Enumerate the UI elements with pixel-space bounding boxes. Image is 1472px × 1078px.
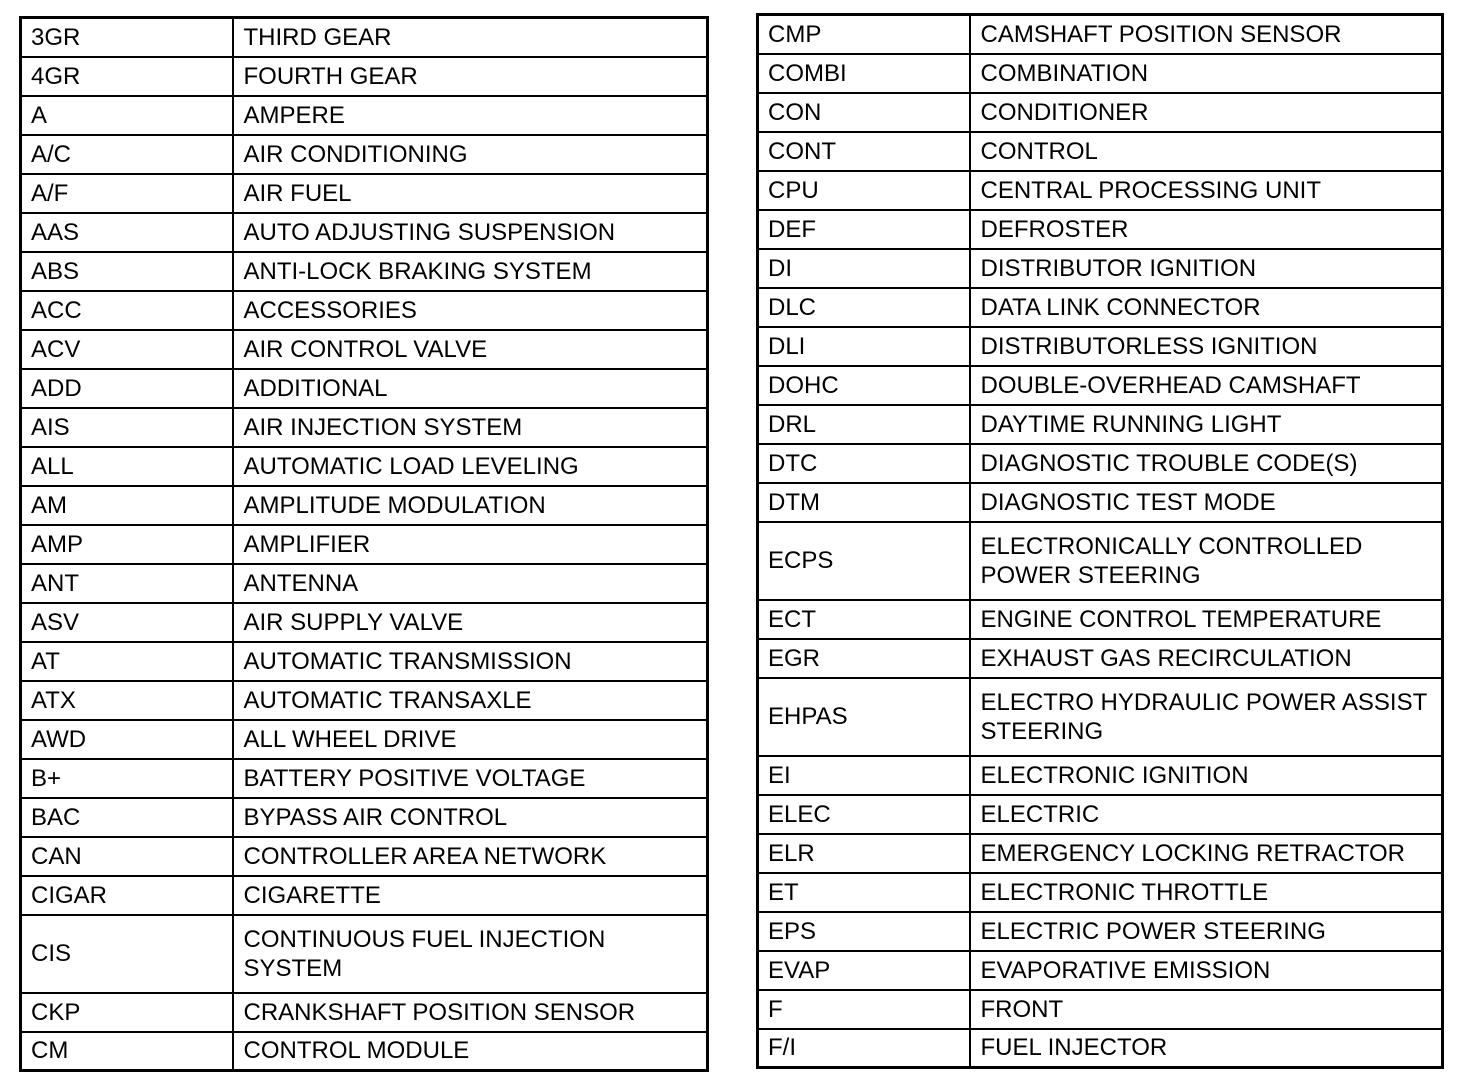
table-row <box>21 759 708 798</box>
abbreviation-cell: ELEC <box>758 795 970 834</box>
abbreviation-cell: CPU <box>758 171 970 210</box>
meaning-cell: ANTENNA <box>233 564 708 603</box>
meaning-cell: EVAPORATIVE EMISSION <box>970 951 1443 990</box>
meaning-cell: CENTRAL PROCESSING UNIT <box>970 171 1443 210</box>
meaning-cell: DAYTIME RUNNING LIGHT <box>970 405 1443 444</box>
table-row <box>21 1032 708 1071</box>
table-row <box>758 405 1443 444</box>
table-row <box>758 600 1443 639</box>
meaning-cell: AUTO ADJUSTING SUSPENSION <box>233 213 708 252</box>
meaning-cell: AIR CONTROL VALVE <box>233 330 708 369</box>
table-row <box>21 681 708 720</box>
abbreviation-cell: A/C <box>21 135 233 174</box>
meaning-cell: AUTOMATIC TRANSMISSION <box>233 642 708 681</box>
table-row <box>21 525 708 564</box>
abbreviation-cell: CIS <box>21 915 233 993</box>
meaning-cell: FOURTH GEAR <box>233 57 708 96</box>
abbreviation-cell: CIGAR <box>21 876 233 915</box>
abbreviation-cell: ADD <box>21 369 233 408</box>
abbreviation-cell: AM <box>21 486 233 525</box>
abbreviation-cell: ET <box>758 873 970 912</box>
table-row <box>758 951 1443 990</box>
table-row <box>758 990 1443 1029</box>
meaning-cell: DISTRIBUTOR IGNITION <box>970 249 1443 288</box>
abbreviation-cell: DLI <box>758 327 970 366</box>
table-row <box>21 57 708 96</box>
table-row <box>21 330 708 369</box>
abbreviation-cell: ASV <box>21 603 233 642</box>
table-row <box>758 366 1443 405</box>
abbreviation-cell: CAN <box>21 837 233 876</box>
abbreviation-cell: A <box>21 96 233 135</box>
meaning-cell: AUTOMATIC LOAD LEVELING <box>233 447 708 486</box>
table-row <box>758 210 1443 249</box>
meaning-cell: DISTRIBUTORLESS IGNITION <box>970 327 1443 366</box>
table-row <box>758 639 1443 678</box>
meaning-cell: ELECTRIC <box>970 795 1443 834</box>
abbreviation-cell: CMP <box>758 15 970 54</box>
meaning-cell: ACCESSORIES <box>233 291 708 330</box>
meaning-cell: CONDITIONER <box>970 93 1443 132</box>
abbreviation-cell: EHPAS <box>758 678 970 756</box>
abbreviation-cell: B+ <box>21 759 233 798</box>
table-row <box>21 252 708 291</box>
table-row <box>758 171 1443 210</box>
meaning-cell: CONTROL MODULE <box>233 1032 708 1071</box>
abbreviation-cell: ECT <box>758 600 970 639</box>
meaning-cell: ELECTRO HYDRAULIC POWER ASSIST STEERING <box>970 678 1443 756</box>
table-row <box>758 444 1443 483</box>
meaning-cell: FRONT <box>970 990 1443 1029</box>
table-row <box>758 834 1443 873</box>
meaning-cell: AMPERE <box>233 96 708 135</box>
abbreviation-cell: 4GR <box>21 57 233 96</box>
abbreviation-cell: ACV <box>21 330 233 369</box>
meaning-cell: EMERGENCY LOCKING RETRACTOR <box>970 834 1443 873</box>
abbreviation-cell: F/I <box>758 1029 970 1068</box>
meaning-cell: CRANKSHAFT POSITION SENSOR <box>233 993 708 1032</box>
meaning-cell: ALL WHEEL DRIVE <box>233 720 708 759</box>
abbreviation-cell: DTC <box>758 444 970 483</box>
abbreviation-cell: ANT <box>21 564 233 603</box>
abbreviation-cell: AIS <box>21 408 233 447</box>
abbreviation-cell: 3GR <box>21 18 233 57</box>
table-row <box>21 993 708 1032</box>
table-row <box>758 132 1443 171</box>
meaning-cell: ELECTRONICALLY CONTROLLED POWER STEERING <box>970 522 1443 600</box>
meaning-cell: BATTERY POSITIVE VOLTAGE <box>233 759 708 798</box>
table-row <box>21 837 708 876</box>
abbreviation-cell: AWD <box>21 720 233 759</box>
table-row <box>758 678 1443 756</box>
table-row <box>21 486 708 525</box>
meaning-cell: EXHAUST GAS RECIRCULATION <box>970 639 1443 678</box>
abbreviation-cell: A/F <box>21 174 233 213</box>
table-row <box>21 408 708 447</box>
meaning-cell: ELECTRIC POWER STEERING <box>970 912 1443 951</box>
table-row <box>21 447 708 486</box>
abbreviation-cell: DTM <box>758 483 970 522</box>
abbreviation-cell: CON <box>758 93 970 132</box>
meaning-cell: AIR FUEL <box>233 174 708 213</box>
meaning-cell: DOUBLE-OVERHEAD CAMSHAFT <box>970 366 1443 405</box>
table-row <box>21 642 708 681</box>
abbreviation-cell: EPS <box>758 912 970 951</box>
meaning-cell: AIR SUPPLY VALVE <box>233 603 708 642</box>
meaning-cell: CONTROL <box>970 132 1443 171</box>
table-row <box>21 213 708 252</box>
table-row <box>758 288 1443 327</box>
abbreviation-cell: DEF <box>758 210 970 249</box>
table-row <box>21 96 708 135</box>
meaning-cell: AMPLIFIER <box>233 525 708 564</box>
table-row <box>21 720 708 759</box>
meaning-cell: ELECTRONIC THROTTLE <box>970 873 1443 912</box>
table-row <box>758 756 1443 795</box>
table-row <box>758 327 1443 366</box>
table-row <box>758 873 1443 912</box>
abbreviation-cell: DRL <box>758 405 970 444</box>
table-row <box>21 18 708 57</box>
meaning-cell: CONTROLLER AREA NETWORK <box>233 837 708 876</box>
abbreviation-cell: EVAP <box>758 951 970 990</box>
abbreviation-cell: CM <box>21 1032 233 1071</box>
table-row <box>758 15 1443 54</box>
meaning-cell: CONTINUOUS FUEL INJECTION SYSTEM <box>233 915 708 993</box>
table-row <box>758 795 1443 834</box>
abbreviation-cell: AT <box>21 642 233 681</box>
abbreviation-cell: CKP <box>21 993 233 1032</box>
abbreviation-cell: F <box>758 990 970 1029</box>
meaning-cell: ENGINE CONTROL TEMPERATURE <box>970 600 1443 639</box>
abbreviation-cell: EGR <box>758 639 970 678</box>
meaning-cell: ANTI-LOCK BRAKING SYSTEM <box>233 252 708 291</box>
meaning-cell: AIR CONDITIONING <box>233 135 708 174</box>
abbreviation-cell: BAC <box>21 798 233 837</box>
meaning-cell: DATA LINK CONNECTOR <box>970 288 1443 327</box>
table-row <box>758 912 1443 951</box>
meaning-cell: CIGARETTE <box>233 876 708 915</box>
meaning-cell: FUEL INJECTOR <box>970 1029 1443 1068</box>
table-row <box>758 249 1443 288</box>
abbreviation-cell: CONT <box>758 132 970 171</box>
table-row <box>21 174 708 213</box>
abbreviation-cell: EI <box>758 756 970 795</box>
meaning-cell: BYPASS AIR CONTROL <box>233 798 708 837</box>
table-row <box>21 915 708 993</box>
abbreviation-cell: ACC <box>21 291 233 330</box>
abbreviation-cell: COMBI <box>758 54 970 93</box>
table-row <box>758 93 1443 132</box>
abbreviation-cell: ALL <box>21 447 233 486</box>
meaning-cell: ADDITIONAL <box>233 369 708 408</box>
meaning-cell: COMBINATION <box>970 54 1443 93</box>
table-row <box>21 876 708 915</box>
meaning-cell: AMPLITUDE MODULATION <box>233 486 708 525</box>
table-row <box>758 483 1443 522</box>
abbreviation-cell: ATX <box>21 681 233 720</box>
table-row <box>21 798 708 837</box>
table-row <box>21 135 708 174</box>
table-row <box>21 603 708 642</box>
table-row <box>21 564 708 603</box>
meaning-cell: CAMSHAFT POSITION SENSOR <box>970 15 1443 54</box>
abbreviation-cell: AMP <box>21 525 233 564</box>
table-row <box>758 522 1443 600</box>
meaning-cell: ELECTRONIC IGNITION <box>970 756 1443 795</box>
abbreviation-cell: ECPS <box>758 522 970 600</box>
abbreviation-cell: ELR <box>758 834 970 873</box>
meaning-cell: DIAGNOSTIC TEST MODE <box>970 483 1443 522</box>
abbreviation-cell: ABS <box>21 252 233 291</box>
meaning-cell: DIAGNOSTIC TROUBLE CODE(S) <box>970 444 1443 483</box>
table-row <box>21 369 708 408</box>
abbreviations-table-left <box>19 16 709 1072</box>
table-row <box>758 54 1443 93</box>
meaning-cell: THIRD GEAR <box>233 18 708 57</box>
table-row <box>758 1029 1443 1068</box>
abbreviation-cell: DLC <box>758 288 970 327</box>
abbreviation-cell: DOHC <box>758 366 970 405</box>
meaning-cell: AIR INJECTION SYSTEM <box>233 408 708 447</box>
table-row <box>21 291 708 330</box>
abbreviation-cell: DI <box>758 249 970 288</box>
meaning-cell: DEFROSTER <box>970 210 1443 249</box>
meaning-cell: AUTOMATIC TRANSAXLE <box>233 681 708 720</box>
abbreviations-table-right <box>756 13 1444 1069</box>
abbreviation-cell: AAS <box>21 213 233 252</box>
